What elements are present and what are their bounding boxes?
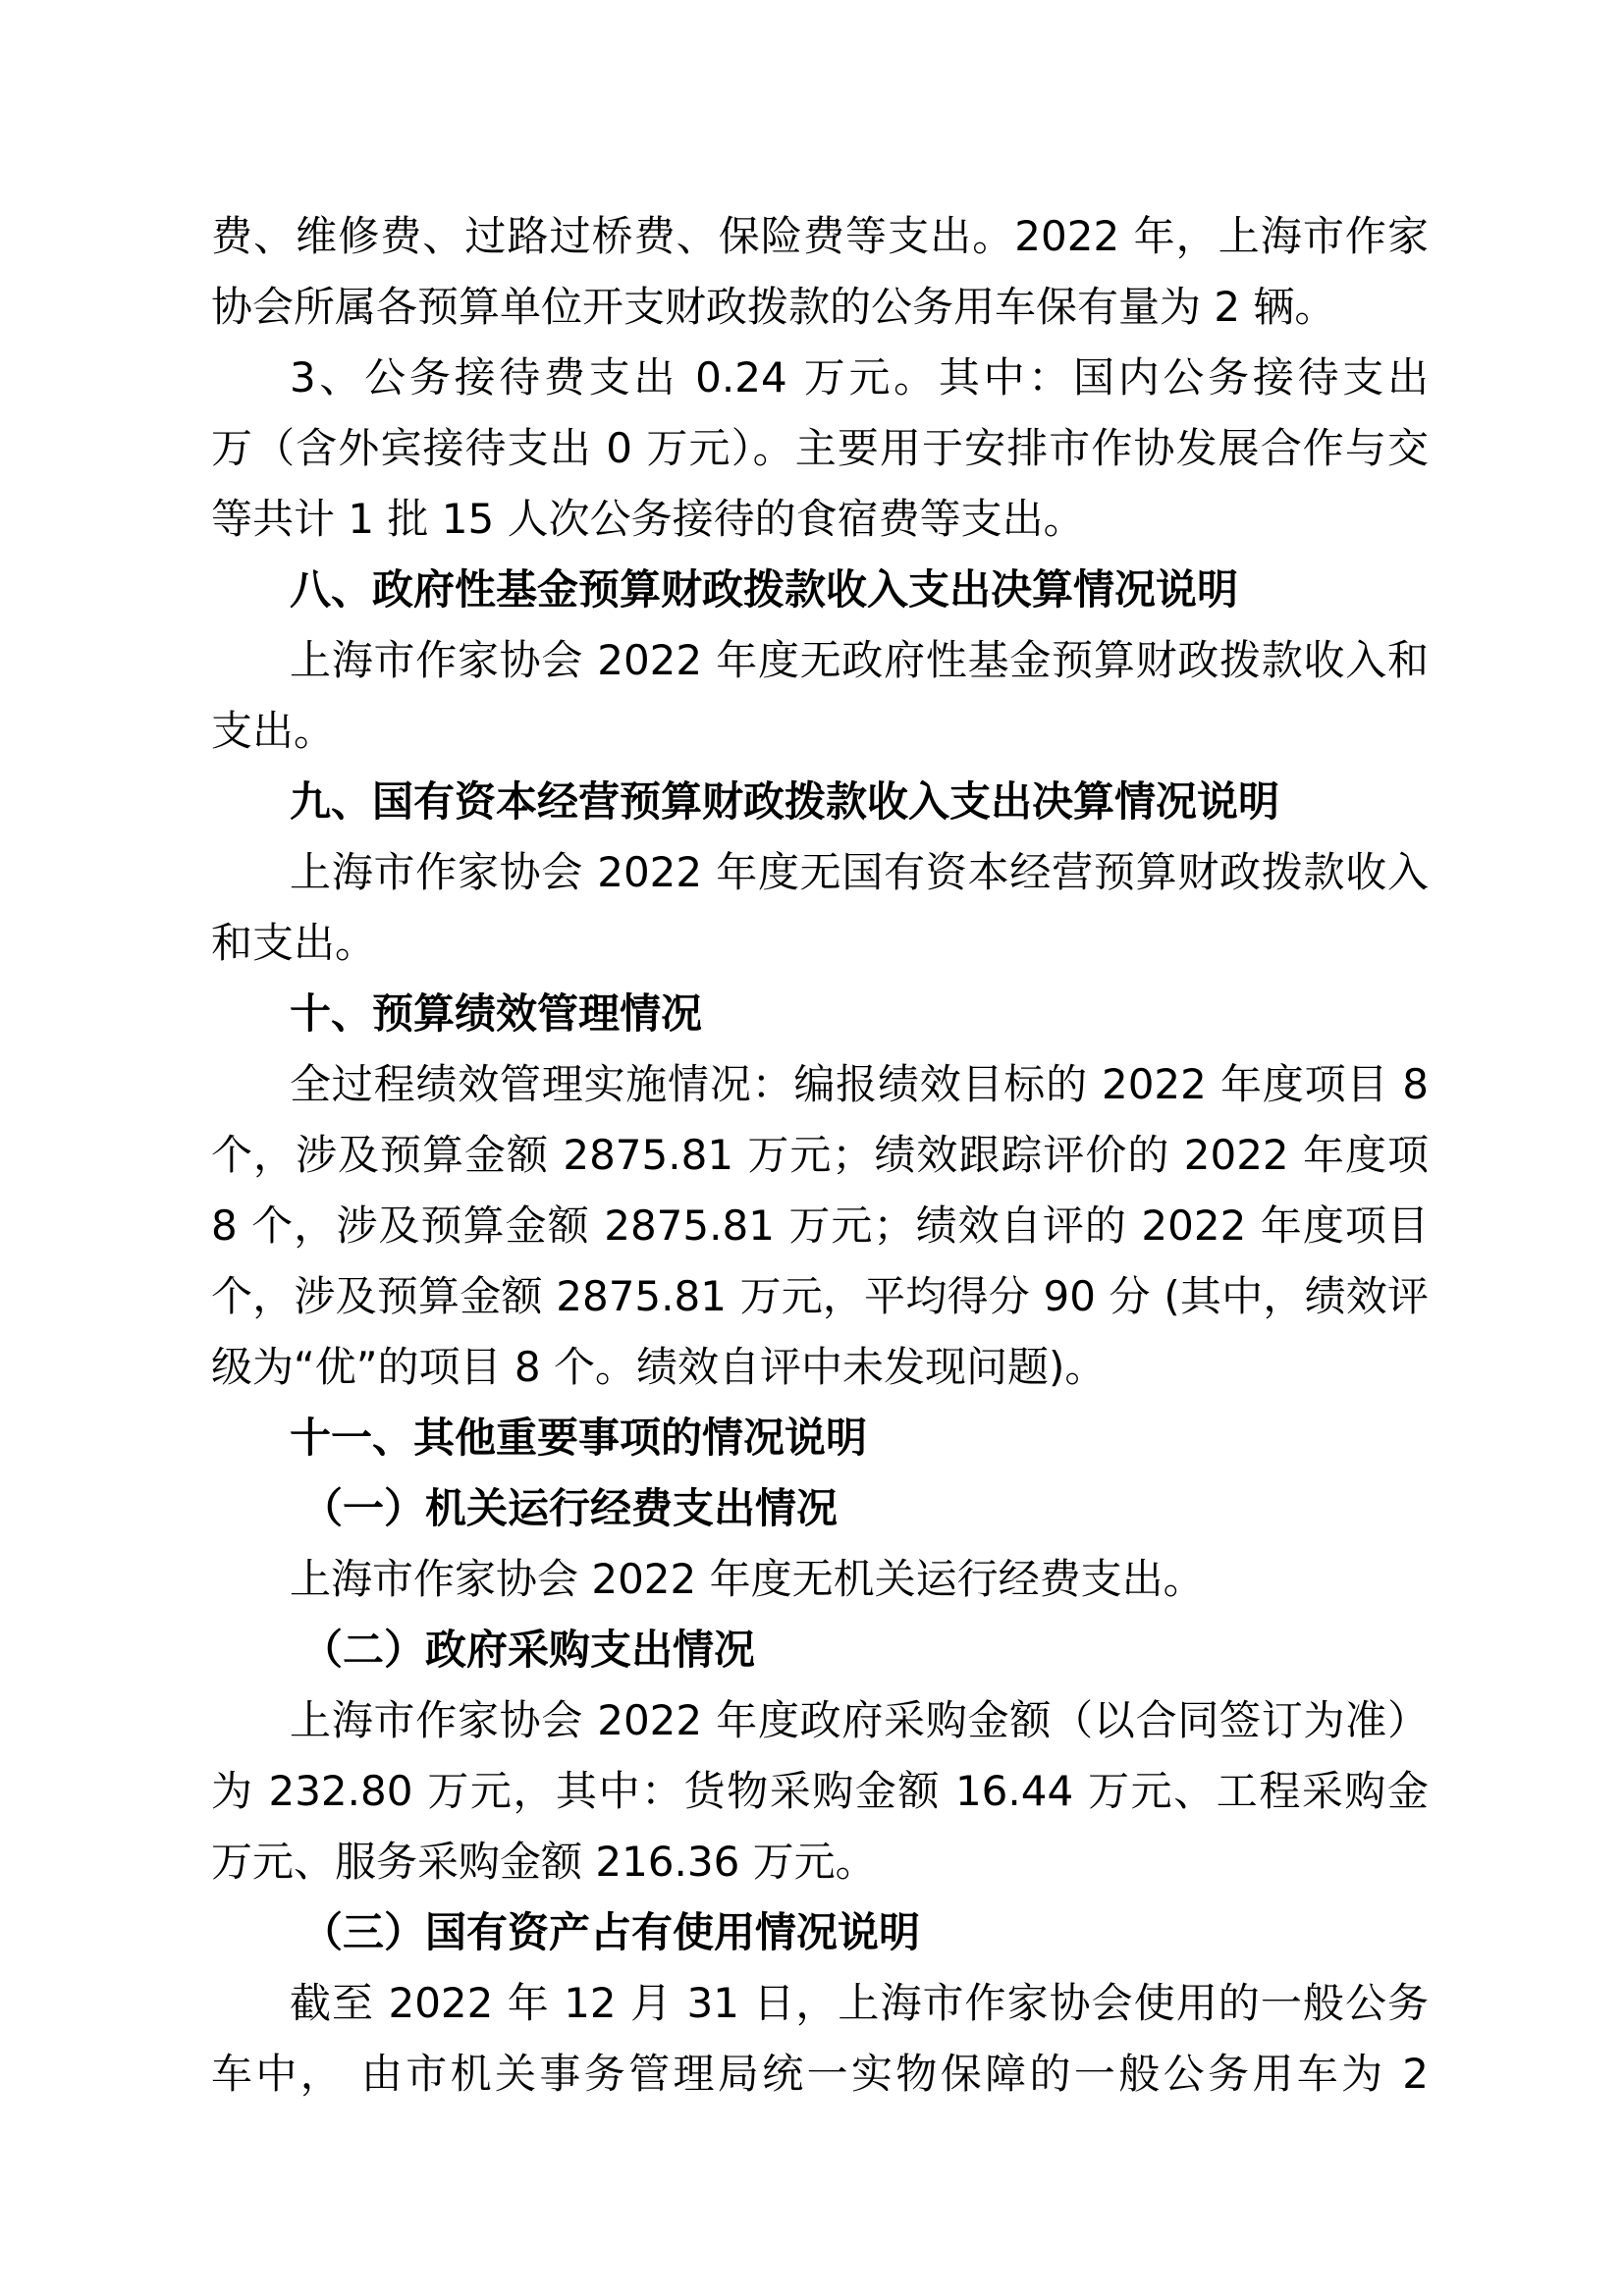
text-line: 上海市作家协会 2022 年度无政府性基金预算财政拨款收入和 xyxy=(290,636,1429,684)
text-line: 截至 2022 年 12 月 31 日，上海市作家协会使用的一般公务 xyxy=(290,1979,1429,2027)
text-line: 万元、服务采购金额 216.36 万元。 xyxy=(211,1838,877,1886)
text-line: 支出。 xyxy=(211,707,336,755)
text-line: 上海市作家协会 2022 年度无国有资本经营预算财政拨款收入 xyxy=(290,848,1429,896)
text-line: 个，涉及预算金额 2875.81 万元，平均得分 90 分 (其中，绩效评 xyxy=(211,1272,1429,1320)
text-line: 个，涉及预算金额 2875.81 万元；绩效跟踪评价的 2022 年度项 xyxy=(211,1131,1429,1179)
section-heading: 十、预算绩效管理情况 xyxy=(290,989,703,1038)
text-line: 万（含外宾接待支出 0 万元）。主要用于安排市作协发展合作与交 xyxy=(211,424,1429,472)
text-line: 8 个，涉及预算金额 2875.81 万元；绩效自评的 2022 年度项目 xyxy=(211,1201,1429,1250)
text-line: 3、公务接待费支出 0.24 万元。其中：国内公务接待支出 xyxy=(290,353,1429,401)
text-line: 协会所属各预算单位开支财政拨款的公务用车保有量为 2 辆。 xyxy=(211,283,1336,331)
text-line: 为 232.80 万元，其中：货物采购金额 16.44 万元、工程采购金 xyxy=(211,1767,1429,1815)
text-line: 和支出。 xyxy=(211,919,377,967)
text-line: 费、维修费、过路过桥费、保险费等支出。2022 年，上海市作家 xyxy=(211,212,1429,260)
section-heading: （三）国有资产占有使用情况说明 xyxy=(301,1908,921,1956)
text-line: 上海市作家协会 2022 年度政府采购金额（以合同签订为准） xyxy=(290,1696,1429,1744)
section-heading: （一）机关运行经费支出情况 xyxy=(301,1484,839,1532)
section-heading: 九、国有资本经营预算财政拨款收入支出决算情况说明 xyxy=(290,777,1280,826)
text-line: 等共计 1 批 15 人次公务接待的食宿费等支出。 xyxy=(211,495,1085,543)
section-heading: 十一、其他重要事项的情况说明 xyxy=(290,1414,868,1462)
text-line: 车中， 由市机关事务管理局统一实物保障的一般公务用车为 2 xyxy=(211,2050,1429,2098)
document-page xyxy=(211,201,1429,2109)
text-line: 全过程绩效管理实施情况：编报绩效目标的 2022 年度项目 8 xyxy=(290,1060,1429,1108)
text-line: 级为“优”的项目 8 个。绩效自评中未发现问题)。 xyxy=(211,1343,1107,1391)
section-heading: 八、政府性基金预算财政拨款收入支出决算情况说明 xyxy=(290,565,1239,614)
text-line: 上海市作家协会 2022 年度无机关运行经费支出。 xyxy=(290,1555,1205,1603)
section-heading: （二）政府采购支出情况 xyxy=(301,1626,756,1674)
